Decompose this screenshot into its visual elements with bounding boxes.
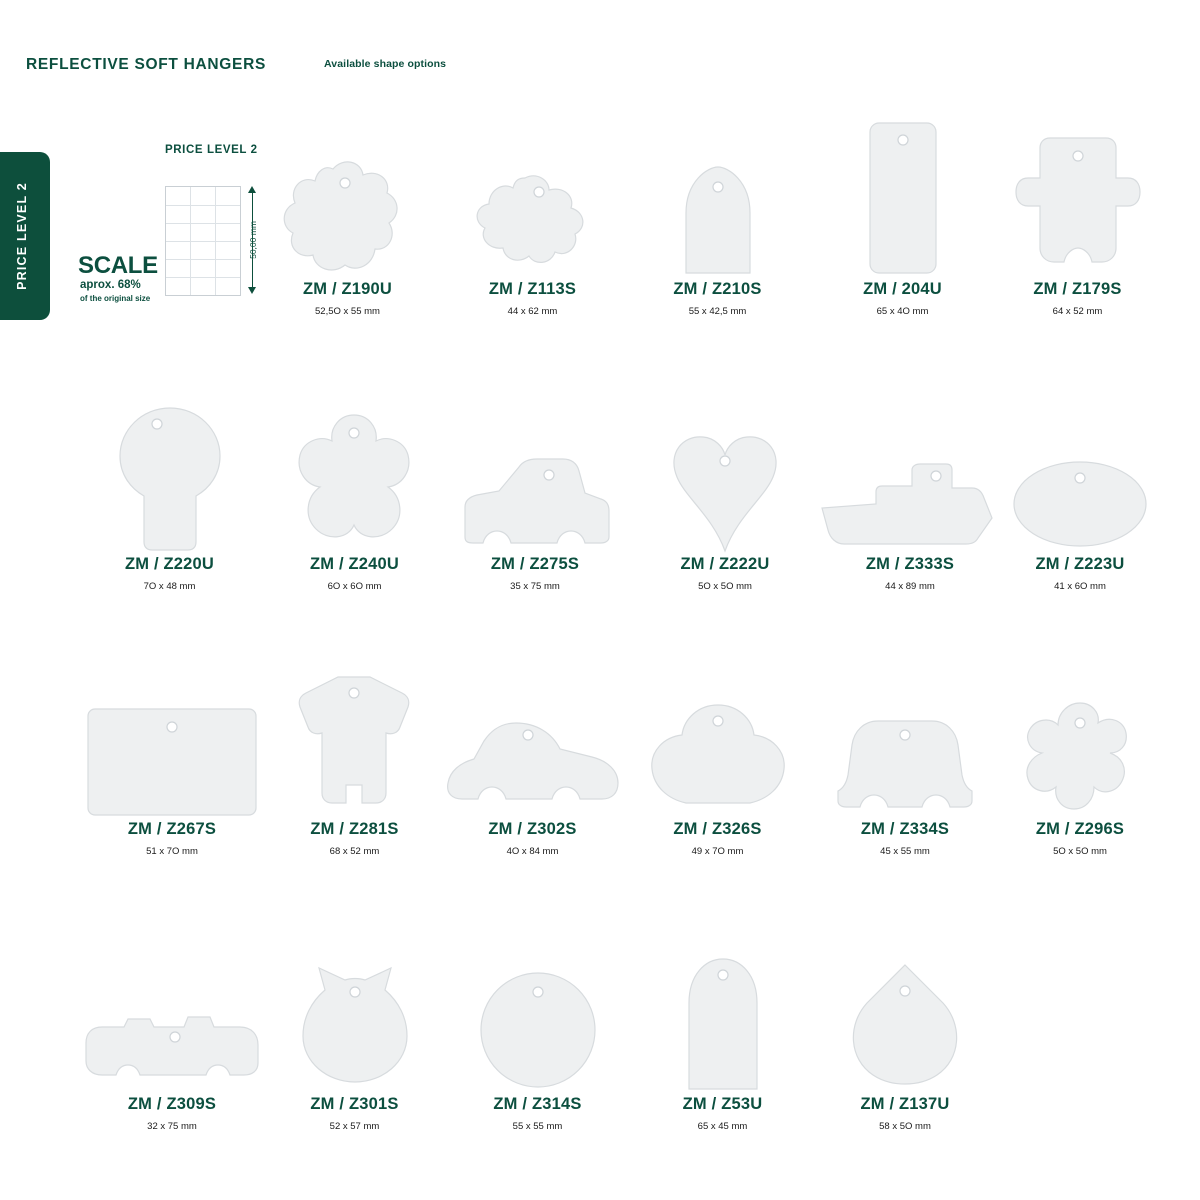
page-subtitle: Available shape options <box>324 58 447 70</box>
shape-code: ZM / Z179S <box>1033 280 1122 298</box>
shape-dims: 68 x 52 mm <box>329 846 380 857</box>
shape-code: ZM / Z334S <box>860 820 950 838</box>
robot-shape <box>1000 115 1155 280</box>
shape-dims: 52 x 57 mm <box>329 1121 380 1132</box>
shape-card-z296s[interactable] <box>1005 690 1155 857</box>
price-level-side-tab-label: PRICE LEVEL 2 <box>15 182 29 290</box>
shape-dims: 44 x 89 mm <box>885 581 935 592</box>
shape-card-z302s[interactable] <box>450 700 615 857</box>
bear-shape <box>270 150 425 280</box>
cloud-shape <box>635 690 800 820</box>
shape-dims: 5O x 5O mm <box>698 581 752 592</box>
shape-dims: 51 x 7O mm <box>146 846 198 857</box>
shape-dims: 45 x 55 mm <box>880 846 930 857</box>
shape-card-z53u[interactable] <box>645 940 800 1132</box>
vintage-car-shape <box>450 700 615 820</box>
shape-card-z240u[interactable] <box>277 400 432 592</box>
shape-dims: 5O x 5O mm <box>1053 846 1107 857</box>
shape-card-z275s[interactable] <box>455 440 615 592</box>
shape-code: ZM / Z333S <box>865 555 955 573</box>
droplet-shape <box>825 950 985 1095</box>
shape-dims: 6O x 6O mm <box>327 581 382 592</box>
shape-dims: 32 x 75 mm <box>147 1121 197 1132</box>
heart-shape <box>645 425 805 555</box>
shape-code: ZM / Z240U <box>309 555 400 573</box>
shape-card-z326s[interactable] <box>635 690 800 857</box>
shape-code: ZM / Z281S <box>310 820 399 838</box>
shape-card-z179s[interactable] <box>1000 115 1155 317</box>
shape-card-z222u[interactable] <box>645 425 805 592</box>
scale-approx: aprox. 68% <box>80 279 141 291</box>
cat-head-shape <box>277 955 432 1095</box>
arch-tag-shape <box>640 150 795 280</box>
shape-dims: 55 x 55 mm <box>512 1121 563 1132</box>
shape-code: ZM / Z309S <box>127 1095 217 1113</box>
shape-card-z190u[interactable] <box>270 150 425 317</box>
shape-dims: 35 x 75 mm <box>510 581 560 592</box>
dome-tag-shape <box>645 940 800 1095</box>
shape-code: ZM / Z326S <box>673 820 762 838</box>
shape-code: ZM / Z302S <box>488 820 577 838</box>
shape-card-z281s[interactable] <box>277 660 432 857</box>
shape-card-z220u[interactable] <box>92 395 247 592</box>
shape-code: ZM / Z301S <box>310 1095 399 1113</box>
shape-code: ZM / Z222U <box>680 555 770 573</box>
price-level-label: PRICE LEVEL 2 <box>165 144 258 156</box>
shape-dims: 4O x 84 mm <box>506 846 559 857</box>
shape-code: ZM / Z314S <box>493 1095 582 1113</box>
shape-card-z334s[interactable] <box>825 700 985 857</box>
page-title: REFLECTIVE SOFT HANGERS <box>26 56 267 73</box>
scale-word: SCALE <box>78 252 158 279</box>
shape-code: ZM / Z113S <box>488 280 577 298</box>
shape-card-z210s[interactable] <box>640 150 795 317</box>
shape-card-z267s[interactable] <box>92 690 252 857</box>
shape-code: ZM / Z220U <box>124 555 215 573</box>
shape-dims: 58 x 5O mm <box>879 1121 931 1132</box>
scale-reference-grid <box>165 186 241 296</box>
shape-code: ZM / Z296S <box>1035 820 1125 838</box>
scale-note: of the original size <box>80 294 151 303</box>
key-shape <box>92 395 247 555</box>
van-shape <box>825 700 985 820</box>
shape-card-z137u[interactable] <box>825 950 985 1132</box>
scale-dimension-arrow <box>247 186 259 294</box>
shape-card-z309s[interactable] <box>92 990 252 1132</box>
rounded-rectangle-shape <box>825 100 980 280</box>
scale-dimension-label: 50,00 mm <box>248 221 258 259</box>
shape-card-z301s[interactable] <box>277 955 432 1132</box>
shape-dims: 65 x 45 mm <box>697 1121 748 1132</box>
shape-code: ZM / Z223U <box>1035 555 1125 573</box>
shape-code: ZM / Z210S <box>673 280 762 298</box>
shape-code: ZM / Z190U <box>302 280 393 298</box>
shape-code: ZM / Z53U <box>682 1095 763 1113</box>
tshirt-shape <box>277 660 432 820</box>
shape-dims: 55 x 42,5 mm <box>688 306 747 317</box>
shape-dims: 7O x 48 mm <box>143 581 196 592</box>
shape-code: ZM / Z267S <box>127 820 217 838</box>
clover-shape <box>277 400 432 555</box>
shape-code: ZM / Z275S <box>490 555 580 573</box>
shape-code: ZM / Z137U <box>860 1095 950 1113</box>
shape-card-z333s[interactable] <box>830 440 990 592</box>
shape-dims: 64 x 52 mm <box>1052 306 1103 317</box>
shape-card-204u[interactable] <box>825 100 980 317</box>
car-shape <box>455 440 615 555</box>
shape-dims: 65 x 4O mm <box>876 306 929 317</box>
shape-dims: 44 x 62 mm <box>507 306 558 317</box>
shape-code: ZM / 204U <box>863 280 942 298</box>
square-shape <box>92 690 252 820</box>
shape-card-z314s[interactable] <box>460 955 615 1132</box>
cloud-sheep-shape <box>455 150 610 280</box>
shape-dims: 49 x 7O mm <box>691 846 744 857</box>
shape-card-z223u[interactable] <box>1005 440 1155 592</box>
ellipse-shape <box>1005 440 1155 555</box>
price-level-side-tab <box>0 152 50 320</box>
shape-dims: 52,5O x 55 mm <box>315 306 380 317</box>
bus-shape <box>92 990 252 1095</box>
flower-shape <box>1005 690 1155 820</box>
shape-card-z113s[interactable] <box>455 150 610 317</box>
shape-dims: 41 x 6O mm <box>1054 581 1106 592</box>
boat-shape <box>830 440 990 555</box>
circle-shape <box>460 955 615 1095</box>
